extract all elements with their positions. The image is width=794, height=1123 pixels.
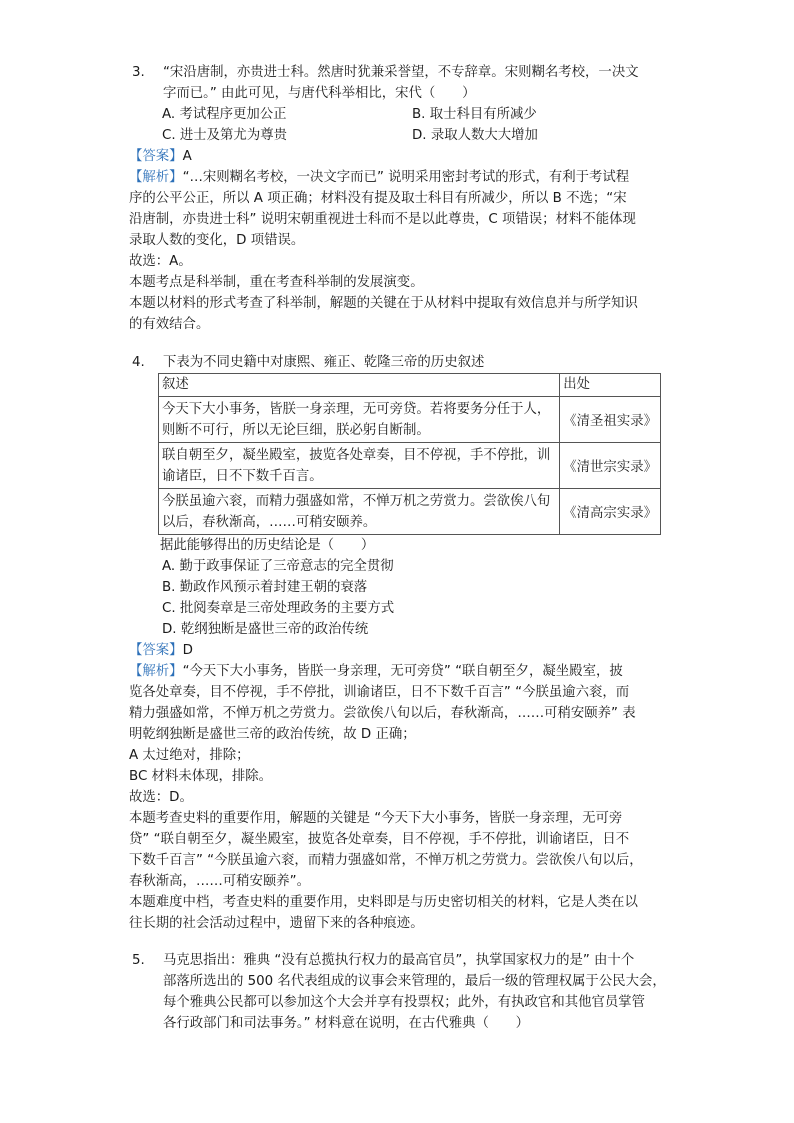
table-header-source: 出处 [560,374,661,397]
option-a[interactable]: A. 勤于政事保证了三帝意志的完全贯彻 [162,559,394,574]
history-table [158,373,661,535]
options [132,556,662,640]
table-cell-source: 《清世宗实录》 [560,443,661,489]
question-number: 5. [132,953,145,968]
analysis-tag: 【解析】 [129,664,183,679]
question-number: 4. [132,355,145,370]
analysis-line: 精力强盛如常，不惮万机之劳赏力。尝欲俟八旬以后，春秋渐高，……可稍安颐养” 表 [129,706,636,721]
table-row [159,489,661,535]
analysis-tag: 【解析】 [129,170,183,185]
question-stem-line: 各行政部门和司法事务。” 材料意在说明，在古代雅典（ ） [163,1016,530,1031]
analysis-line: 序的公平公正，所以 A 项正确；材料没有提及取士科目有所减少，所以 B 不选；“宋 [129,191,627,206]
table-header-narration: 叙述 [159,374,560,397]
analysis-line: 往长期的社会活动过程中，遗留下来的各种痕迹。 [129,916,424,931]
analysis-line: 的有效结合。 [129,317,210,332]
options [132,104,662,146]
analysis-line: 下数千百言” “今朕虽逾六衮，而精力强盛如常，不惮万机之劳赏力。尝欲俟八旬以后， [129,853,643,868]
question-prompt: 据此能够得出的历史结论是（ ） [160,538,375,553]
question-stem-line: “宋沿唐制，亦贵进士科。然唐时犹兼采誉望，不专辞章。宋则糊名考校，一决文 [163,65,639,80]
answer-tag: 【答案】 [129,643,183,658]
analysis-line: 明乾纲独断是盛世三帝的政治传统，故 D 正确； [129,727,416,742]
analysis-line: 贷” “联自朝至夕，凝坐殿室，披览各处章奏，目不停视，手不停批，训谕诸臣，日不 [129,832,630,847]
question-stem-line: 部落所选出的 500 名代表组成的议事会来管理的，最后一级的管理权属于公民大会， [163,974,666,989]
analysis-line: 本题考点是科举制，重在考查科举制的发展演变。 [129,275,424,290]
option-b[interactable]: B. 勤政作风预示着封建王朝的衰落 [162,580,368,595]
table-cell-text: 今朕虽逾六衮，而精力强盛如常，不惮万机之劳赏力。尝欲俟八旬 以后，春秋渐高，……可稍安颐养。 [159,489,560,535]
analysis-line: 览各处章奏，目不停视，手不停批，训谕诸臣，日不下数千百言” “今朕虽逾六衮，而 [129,685,630,700]
table-row [159,443,661,489]
answer-value: A [182,149,192,164]
option-d[interactable]: D. 乾纲独断是盛世三帝的政治传统 [162,622,369,637]
answer-line [129,146,662,167]
answer-line [129,640,662,661]
question-stem-line: 马克思指出：雅典 “没有总揽执行权力的最高官员”，执掌国家权力的是” 由十个 [163,953,635,968]
analysis-line: 本题难度中档，考查史料的重要作用，史料即是与历史密切相关的材料，它是人类在以 [129,895,638,910]
analysis-line: 录取人数的变化，D 项错误。 [129,233,305,248]
question-stem-line: 下表为不同史籍中对康熙、雍正、乾隆三帝的历史叙述 [163,355,485,370]
table-row [159,397,661,443]
table-header-row [159,374,661,397]
analysis-line: 本题以材料的形式考查了科举制，解题的关键在于从材料中提取有效信息并与所学知识 [129,296,638,311]
question-stem-line: 每个雅典公民都可以参加这个大会并享有投票权；此外，有执政官和其他官员掌管 [163,995,646,1010]
table-cell-text: 今天下大小事务，皆朕一身亲理，无可旁贷。若将要务分任于人， 则断不可行，所以无论巨细，朕必躬自断制。 [159,397,560,443]
analysis-line: 春秋渐高，……可稍安颐养”。 [129,874,311,889]
table-cell-source: 《清高宗实录》 [560,489,661,535]
question-3 [129,62,662,335]
option-a[interactable]: A. 考试程序更加公正 [162,107,287,122]
question-number: 3. [132,65,145,80]
option-c[interactable]: C. 批阅奏章是三帝处理政务的主要方式 [162,601,395,616]
question-4 [129,352,662,934]
analysis-line: 故选：D。 [129,790,193,805]
answer-value: D [182,643,193,658]
analysis-line: 本题考查史料的重要作用，解题的关键是 “今天下大小事务，皆朕一身亲理，无可旁 [129,811,623,826]
analysis-line: 【解析】“今天下大小事务，皆朕一身亲理，无可旁贷” “联自朝至夕，凝坐殿室，披 [129,664,623,679]
table-cell-text: 联自朝至夕，凝坐殿室，披览各处章奏，目不停视，手不停批，训 谕诸臣，日不下数千百言。 [159,443,560,489]
answer-tag: 【答案】 [129,149,183,164]
option-b[interactable]: B. 取士科目有所减少 [412,107,537,122]
analysis-line: 故选：A。 [129,254,192,269]
option-d[interactable]: D. 录取人数大大增加 [412,128,538,143]
question-stem-line: 字而已。” 由此可见，与唐代科举相比，宋代（ ） [163,86,476,101]
analysis-line: 沿唐制，亦贵进士科” 说明宋朝重视进士科而不是以此尊贵，C 项错误；材料不能体现 [129,212,636,227]
analysis-line: BC 材料未体现，排除。 [129,769,273,784]
question-5 [132,950,666,1034]
table-cell-source: 《清圣祖实录》 [560,397,661,443]
analysis-line: 【解析】“…宋则糊名考校，一决文字而已” 说明采用密封考试的形式，有利于考试程 [129,170,630,185]
option-c[interactable]: C. 进士及第尤为尊贵 [162,128,287,143]
analysis-line: A 太过绝对，排除； [129,748,250,763]
